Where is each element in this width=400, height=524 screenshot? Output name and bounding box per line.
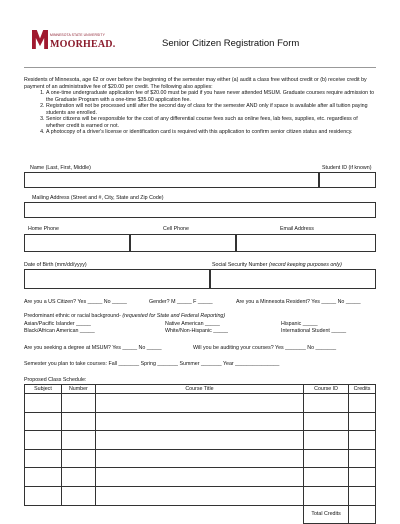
number-cell[interactable]: [61, 449, 95, 468]
us-citizen-question: Are you a US Citizen? Yes _____ No _____: [24, 299, 127, 305]
subject-cell[interactable]: [25, 449, 62, 468]
table-row: [25, 431, 376, 450]
empty-cell: [61, 505, 95, 524]
form-title: Senior Citizen Registration Form: [162, 38, 300, 49]
course-title-cell[interactable]: [95, 431, 303, 450]
number-cell[interactable]: [61, 394, 95, 413]
name-field[interactable]: [24, 172, 319, 188]
credits-cell[interactable]: [349, 431, 376, 450]
credits-cell[interactable]: [349, 468, 376, 487]
col-number: Number: [61, 385, 95, 394]
cell-phone-field[interactable]: [130, 234, 236, 252]
subject-cell[interactable]: [25, 468, 62, 487]
ethnic-international: International Student _____: [281, 328, 347, 334]
schedule-heading: Proposed Class Schedule:: [24, 377, 87, 383]
subject-cell[interactable]: [25, 394, 62, 413]
name-label: Name (Last, First, Middle): [30, 165, 91, 171]
rule-item: 3. Senior citizens will be responsible for the cost of any differential course fees such as online fees, lab fees, supplies, etc. regardless of whether credit is earned or not.: [46, 116, 376, 129]
home-phone-field[interactable]: [24, 234, 130, 252]
ethnic-heading-text: Predominant ethnic or racial background-: [24, 313, 123, 319]
total-credits-cell[interactable]: [349, 505, 376, 524]
subject-cell[interactable]: [25, 431, 62, 450]
address-field[interactable]: [24, 202, 376, 218]
course-id-cell[interactable]: [304, 431, 349, 450]
number-cell[interactable]: [61, 431, 95, 450]
col-course-id: Course ID: [304, 385, 349, 394]
logo-wordmark: MOORHEAD.: [50, 39, 116, 50]
email-label: Email Address: [280, 226, 314, 232]
dob-label: Date of Birth (mm/dd/yyyy): [24, 262, 87, 268]
intro-text: [24, 77, 376, 136]
schedule-table: [24, 384, 376, 524]
audit-question: Will you be auditing your courses? Yes _______ No _______: [193, 345, 337, 351]
address-label: Mailing Address (Street and #, City, State and Zip Code): [32, 195, 164, 201]
course-title-cell[interactable]: [95, 468, 303, 487]
schedule-header-row: [25, 385, 376, 394]
rule-item: 2. Registration will not be processed until after the second day of class for the semester AND only if space is available after all tuition paying students are enrolled.: [46, 103, 376, 116]
ethnic-black: Black/African American _____: [24, 328, 95, 334]
number-cell[interactable]: [61, 486, 95, 505]
rules-list: [24, 90, 376, 136]
gender-question: Gender? M _____ F _____: [149, 299, 213, 305]
credits-cell[interactable]: [349, 486, 376, 505]
cell-phone-label: Cell Phone: [163, 226, 189, 232]
ethnic-hispanic: Hispanic _____: [281, 321, 318, 327]
course-id-cell[interactable]: [304, 468, 349, 487]
table-row: [25, 449, 376, 468]
ethnic-note: (requested for State and Federal Reporting): [122, 313, 226, 319]
rule-item: 1. A one-time undergraduate application fee of $20.00 must be paid if you have never attended MSUM. Graduate courses require admission to the Graduate Program with a one-time $35.00 application fee.: [46, 90, 376, 103]
col-subject: Subject: [25, 385, 62, 394]
ethnic-native: Native American _____: [165, 321, 220, 327]
total-row: [25, 505, 376, 524]
course-id-cell[interactable]: [304, 412, 349, 431]
course-title-cell[interactable]: [95, 486, 303, 505]
student-id-field[interactable]: [319, 172, 376, 188]
rule-item: 4. A photocopy of a driver's license or identification card is required with this application to confirm senior citizen status and residency.: [46, 129, 376, 136]
table-row: [25, 468, 376, 487]
col-course-title: Course Title: [95, 385, 303, 394]
header-divider: [24, 67, 376, 68]
university-logo-mark: [32, 30, 48, 49]
ssn-label: [212, 262, 342, 268]
credits-cell[interactable]: [349, 394, 376, 413]
ethnic-asian: Asian/Pacific Islander _____: [24, 321, 91, 327]
ssn-label-text: Social Security Number: [212, 262, 269, 268]
empty-cell: [95, 505, 303, 524]
mn-resident-question: Are you a Minnesota Resident? Yes _____ No _____: [236, 299, 361, 305]
total-credits-label: Total Credits: [304, 505, 349, 524]
intro-paragraph: Residents of Minnesota, age 62 or over before the beginning of the semester may either (a) audit a class free without credit or (b) receive credit by payment of an administrative fee of $20.00 per credit. The following also applies:: [24, 77, 367, 90]
semester-question: Semester you plan to take courses: Fall _______ Spring _______ Summer _______ Year _______________: [24, 361, 280, 367]
course-id-cell[interactable]: [304, 394, 349, 413]
number-cell[interactable]: [61, 412, 95, 431]
table-row: [25, 394, 376, 413]
ssn-note: (record keeping purposes only): [268, 262, 342, 268]
course-title-cell[interactable]: [95, 449, 303, 468]
email-field[interactable]: [236, 234, 376, 252]
course-id-cell[interactable]: [304, 449, 349, 468]
logo-subtitle: MINNESOTA STATE UNIVERSITY: [50, 33, 105, 37]
ssn-field[interactable]: [210, 269, 376, 289]
ethnic-heading: [24, 313, 225, 319]
credits-cell[interactable]: [349, 412, 376, 431]
degree-question: Are you seeking a degree at MSUM? Yes _____ No _____: [24, 345, 162, 351]
credits-cell[interactable]: [349, 449, 376, 468]
course-title-cell[interactable]: [95, 412, 303, 431]
student-id-label: Student ID (if known): [322, 165, 372, 171]
ethnic-white: White/Non-Hispanic _____: [165, 328, 229, 334]
course-title-cell[interactable]: [95, 394, 303, 413]
table-row: [25, 412, 376, 431]
empty-cell: [25, 505, 62, 524]
home-phone-label: Home Phone: [28, 226, 59, 232]
subject-cell[interactable]: [25, 412, 62, 431]
subject-cell[interactable]: [25, 486, 62, 505]
dob-field[interactable]: [24, 269, 210, 289]
table-row: [25, 486, 376, 505]
col-credits: Credits: [349, 385, 376, 394]
course-id-cell[interactable]: [304, 486, 349, 505]
number-cell[interactable]: [61, 468, 95, 487]
